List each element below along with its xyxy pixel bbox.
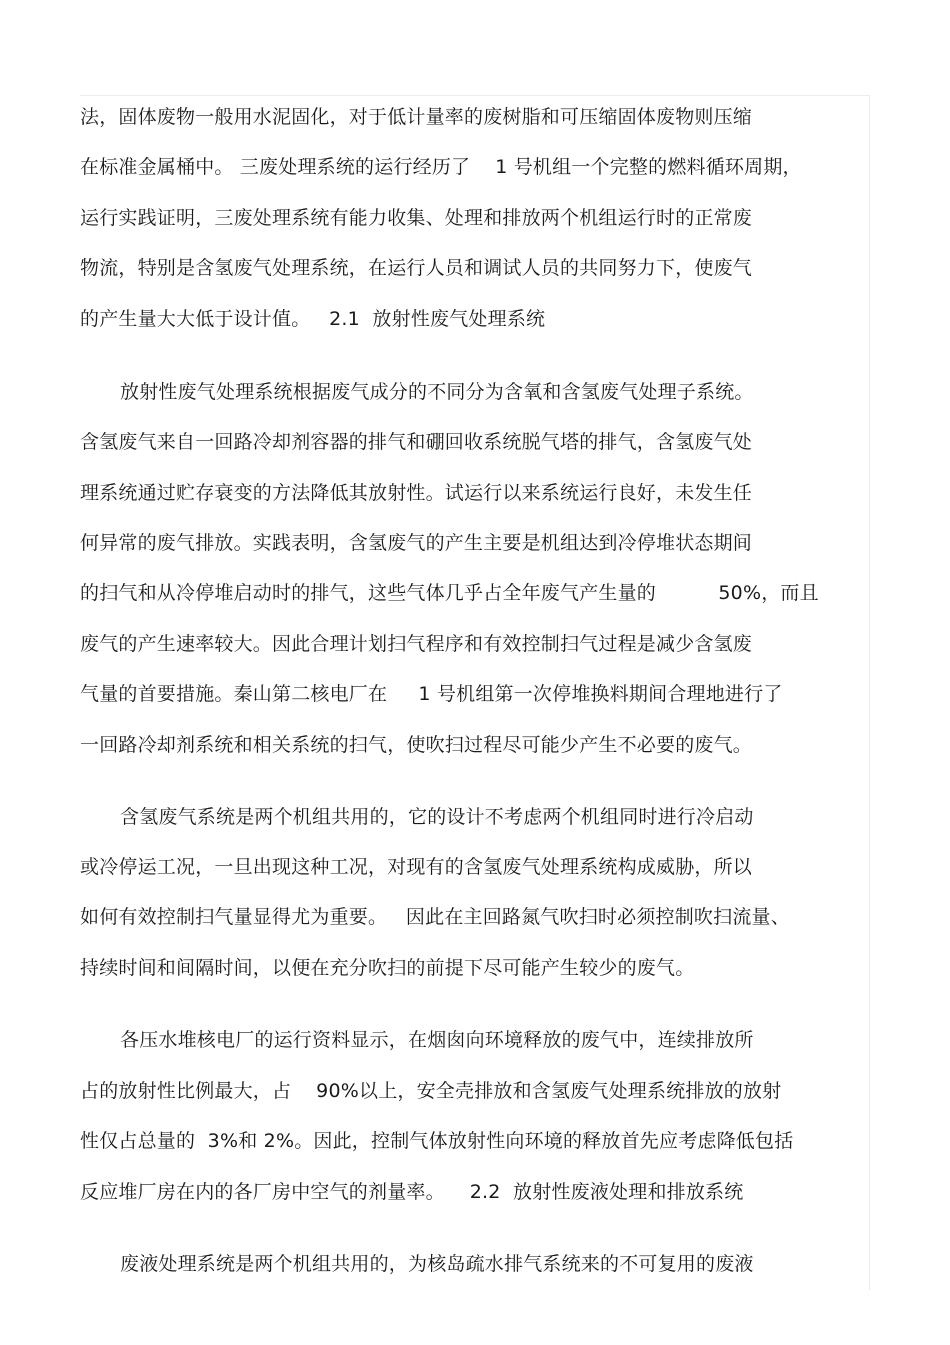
paragraph-line: 含氢废气来自一回路冷却剂容器的排气和硼回收系统脱气塔的排气，含氢废气处 [80,431,753,453]
paragraph-line: 放射性废气处理系统根据废气成分的不同分为含氧和含氢废气处理子系统。 [120,381,754,403]
paragraph-line: 废液处理系统是两个机组共用的，为核岛疏水排气系统来的不可复用的废液 [120,1253,754,1275]
paragraph-line: 的扫气和从冷停堆启动时的排气，这些气体几乎占全年废气产生量的 50%，而且 [80,582,819,604]
section-heading-line: 反应堆厂房在内的各厂房中空气的剂量率。 2.2 放射性废液处理和排放系统 [80,1181,744,1203]
paragraph-line: 占的放射性比例最大，占 90%以上，安全壳排放和含氢废气处理系统排放的放射 [80,1080,782,1102]
page-border-right [869,95,870,1290]
paragraph-line: 或冷停运工况，一旦出现这种工况，对现有的含氢废气处理系统构成威胁，所以 [80,856,753,878]
paragraph-line: 废气的产生速率较大。因此合理计划扫气程序和有效控制扫气过程是减少含氢废 [80,633,753,655]
paragraph-line: 理系统通过贮存衰变的方法降低其放射性。试运行以来系统运行良好，未发生任 [80,482,753,504]
section-heading-line: 的产生量大大低于设计值。 2.1 放射性废气处理系统 [80,308,546,330]
page-border-top [80,95,870,96]
paragraph-line: 在标准金属桶中。 三废处理系统的运行经历了 1 号机组一个完整的燃料循环周期， [80,156,802,178]
paragraph-line: 运行实践证明，三废处理系统有能力收集、处理和排放两个机组运行时的正常废 [80,207,753,229]
paragraph-line: 法，固体废物一般用水泥固化，对于低计量率的废树脂和可压缩固体废物则压缩 [80,106,753,128]
paragraph-line: 各压水堆核电厂的运行资料显示，在烟囱向环境释放的废气中，连续排放所 [120,1029,754,1051]
paragraph-line: 性仅占总量的 3%和 2%。因此，控制气体放射性向环境的释放首先应考虑降低包括 [80,1130,794,1152]
paragraph-line: 气量的首要措施。秦山第二核电厂在 1 号机组第一次停堆换料期间合理地进行了 [80,683,783,705]
paragraph-line: 含氢废气系统是两个机组共用的，它的设计不考虑两个机组同时进行冷启动 [120,806,754,828]
paragraph-line: 物流，特别是含氢废气处理系统，在运行人员和调试人员的共同努力下，使废气 [80,257,753,279]
paragraph-line: 持续时间和间隔时间，以便在充分吹扫的前提下尽可能产生较少的废气。 [80,957,695,979]
paragraph-line: 何异常的废气排放。实践表明，含氢废气的产生主要是机组达到冷停堆状态期间 [80,532,753,554]
paragraph-line: 一回路冷却剂系统和相关系统的扫气，使吹扫过程尽可能少产生不必要的废气。 [80,734,753,756]
paragraph-line: 如何有效控制扫气量显得尤为重要。 因此在主回路氮气吹扫时必须控制吹扫流量、 [80,906,790,928]
